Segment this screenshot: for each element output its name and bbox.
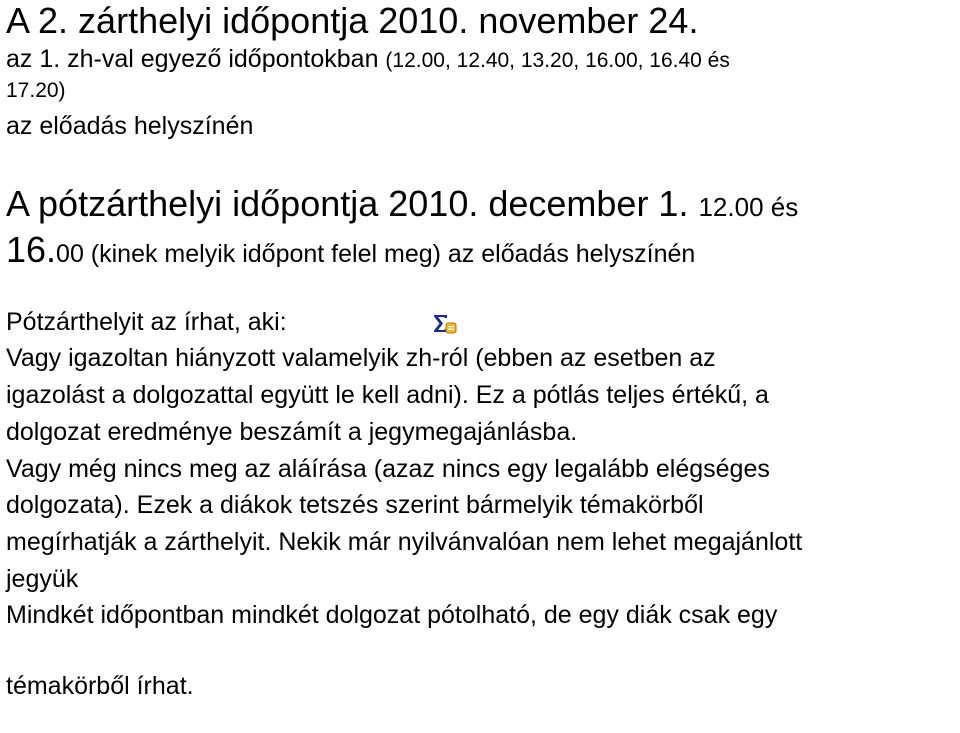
makeup-date-main: A pótzárthelyi időpontja 2010. december 1. [6,183,699,224]
eligibility-heading: Pótzárthelyit az írhat, aki: [6,308,287,336]
note-line-1: Mindkét időpontban mindkét dolgozat pótolható, de egy diák csak egy [6,601,778,629]
case2-line-1: Vagy még nincs meg az aláírása (azaz nincs egy legalább elégséges [6,455,770,483]
case2-line-3: megírhatják a zárthelyit. Nekik már nyilvánvalóan nem lehet megajánlott [6,528,803,556]
case1-line-3: dolgozat eredménye beszámít a jegymegajánlásba. [6,418,578,446]
makeup-time-rest: 00 (kinek melyik időpont felel meg) az előadás helyszínén [56,240,696,268]
makeup-time-location [6,229,696,272]
exam-times-list: (12.00, 12.40, 13.20, 16.00, 16.40 és [385,49,730,72]
sigma-comment-icon[interactable] [432,312,458,336]
case2-line-2: dolgozata). Ezek a diákok tetszés szerint bármelyik témakörből [6,491,704,519]
case2-line-4: jegyük [6,565,79,593]
exam-times-tail: 17.20) [6,79,66,102]
exam-location: az előadás helyszínén [6,112,254,140]
case1-line-1: Vagy igazoltan hiányzott valamelyik zh-ról (ebben az esetben az [6,344,716,372]
case1-line-2: igazolást a dolgozattal együtt le kell adni). Ez a pótlás teljes értékű, a [6,381,769,409]
makeup-time-start: 16. [6,229,57,270]
note-line-2: témakörből írhat. [6,672,194,700]
exam-date-title: A 2. zárthelyi időpontja 2010. november 24. [6,0,699,41]
makeup-date-title [6,184,798,227]
makeup-date-time: 12.00 és [698,192,799,222]
exam-times-lead: az 1. zh-val egyező időpontokban [6,45,386,73]
exam-times-line [6,45,730,75]
